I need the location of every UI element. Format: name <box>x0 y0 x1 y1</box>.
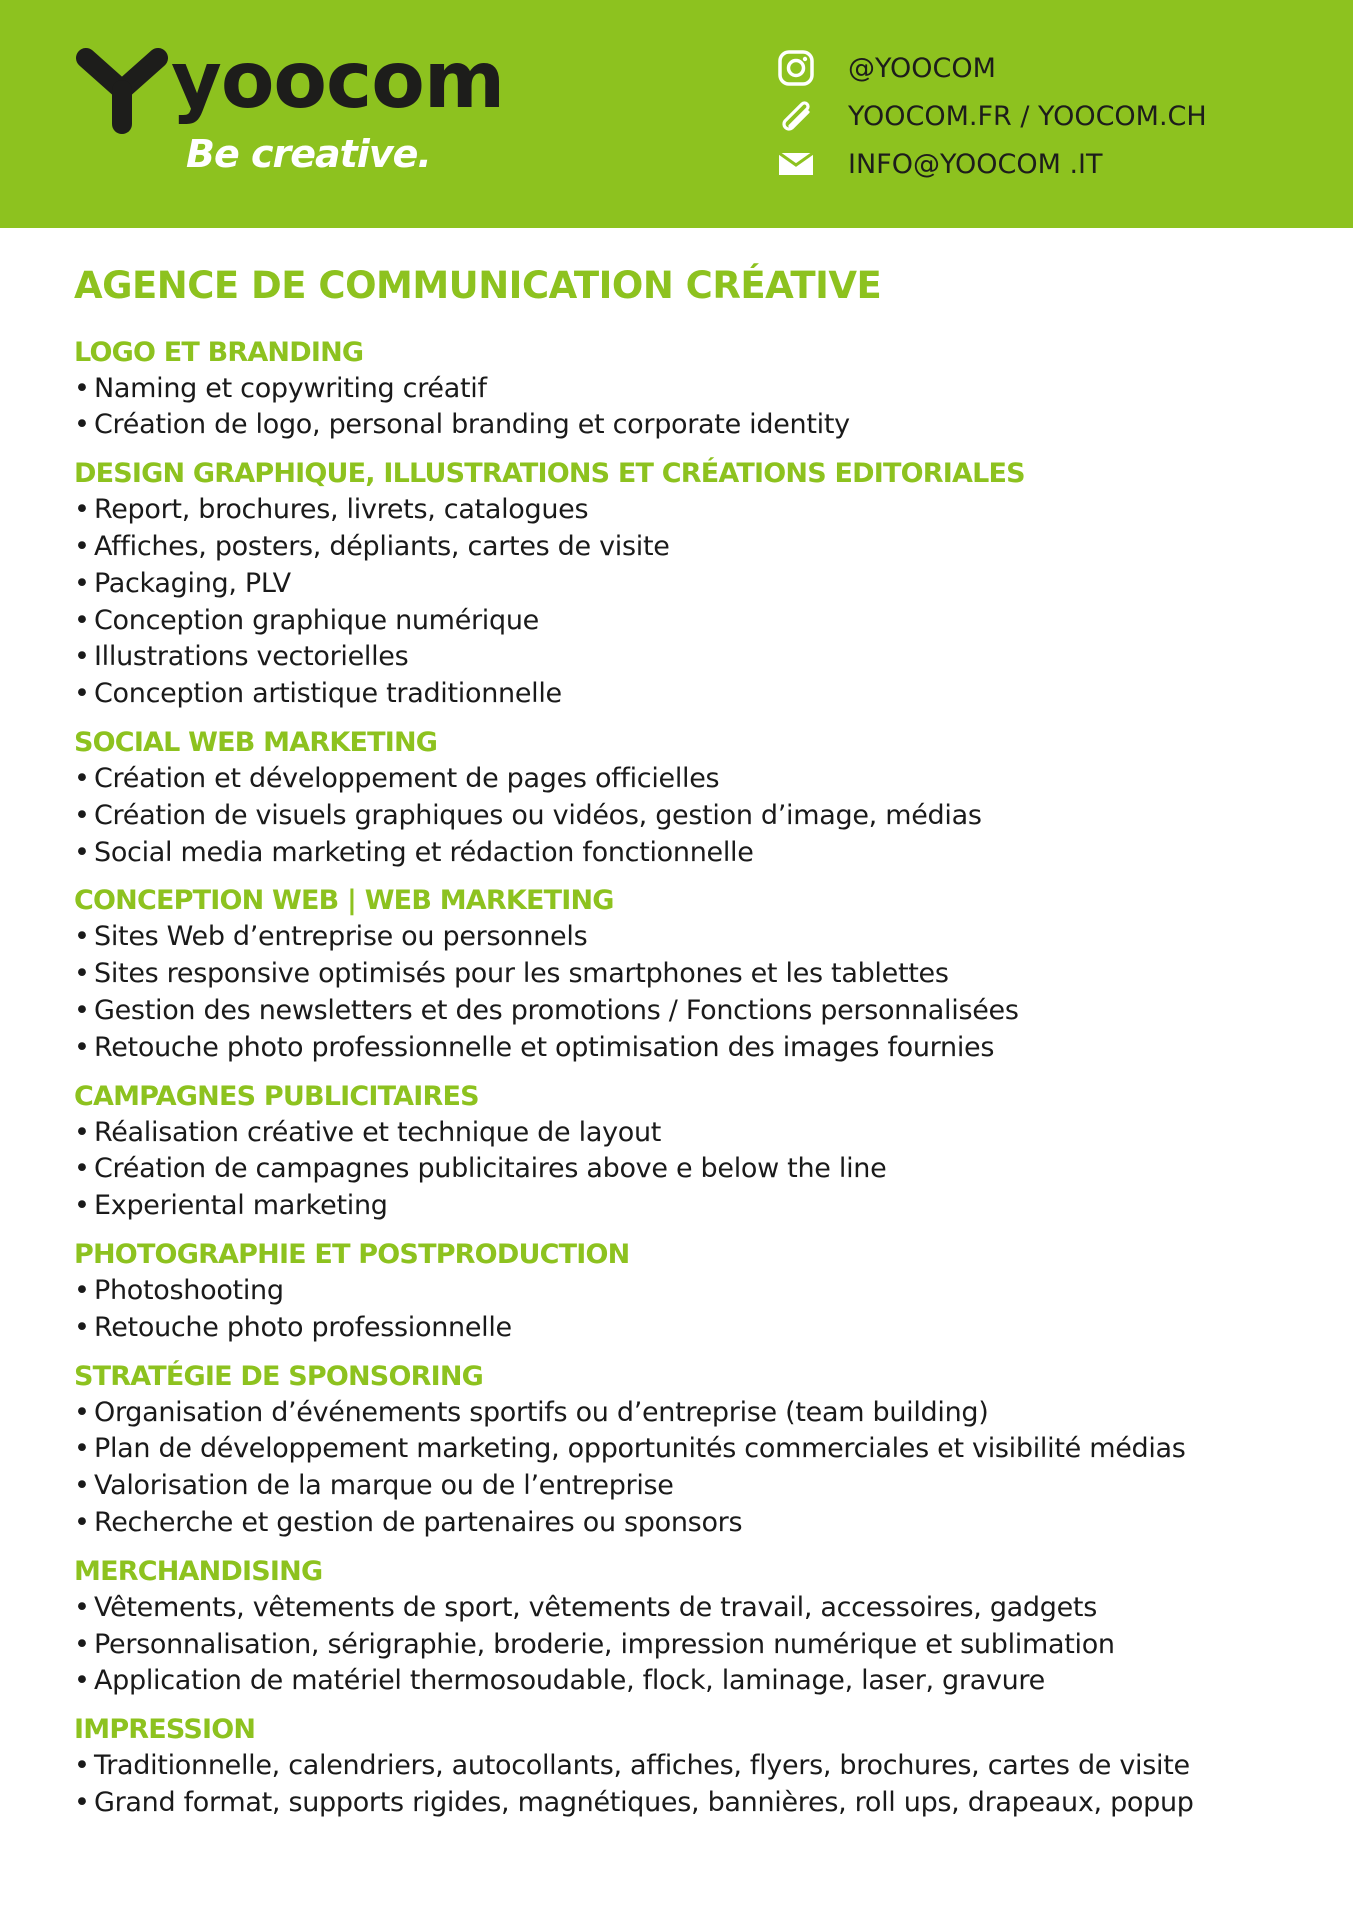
list-item-text: Report, brochures, livrets, catalogues <box>94 494 589 526</box>
section-title: SOCIAL WEB MARKETING <box>74 727 438 759</box>
service-section <box>74 456 1314 713</box>
bullet-icon: • <box>74 1470 90 1502</box>
list-item <box>74 1151 1314 1188</box>
list-item <box>74 1310 1314 1347</box>
service-section <box>74 1554 1314 1700</box>
list-item-text: Experiental marketing <box>94 1190 388 1222</box>
list-item-text: Création de campagnes publicitaires above e below the line <box>94 1153 887 1185</box>
list-item-text: Valorisation de la marque ou de l’entreprise <box>94 1470 674 1502</box>
bullet-icon: • <box>74 1665 90 1697</box>
list-item <box>74 639 1314 676</box>
service-section <box>74 1237 1314 1347</box>
list-item <box>74 1188 1314 1225</box>
bullet-icon: • <box>74 958 90 990</box>
list-item <box>74 1505 1314 1542</box>
list-item-text: Création de logo, personal branding et corporate identity <box>94 409 850 441</box>
list-item-text: Traditionnelle, calendriers, autocollants, affiches, flyers, brochures, cartes de visite <box>94 1750 1190 1782</box>
list-item-text: Affiches, posters, dépliants, cartes de visite <box>94 531 670 563</box>
list-item-text: Sites Web d’entreprise ou personnels <box>94 921 588 953</box>
list-item <box>74 956 1314 993</box>
bullet-icon: • <box>74 1507 90 1539</box>
service-section <box>74 883 1314 1066</box>
section-title: STRATÉGIE DE SPONSORING <box>74 1360 483 1392</box>
section-title: CAMPAGNES PUBLICITAIRES <box>74 1080 479 1112</box>
bullet-icon: • <box>74 1311 90 1343</box>
bullet-icon: • <box>74 1396 90 1428</box>
list-item-text: Photoshooting <box>94 1275 284 1307</box>
service-section <box>74 335 1314 445</box>
list-item <box>74 1785 1314 1822</box>
bullet-icon: • <box>74 1190 90 1222</box>
service-sections <box>74 335 1314 1822</box>
list-item <box>74 1431 1314 1468</box>
list-item <box>74 371 1314 408</box>
list-item <box>74 835 1314 872</box>
list-item-text: Conception graphique numérique <box>94 604 539 636</box>
bullet-icon: • <box>74 1750 90 1782</box>
list-item-text: Conception artistique traditionnelle <box>94 678 562 710</box>
section-title: IMPRESSION <box>74 1714 256 1746</box>
list-item <box>74 407 1314 444</box>
service-section <box>74 725 1314 871</box>
service-section <box>74 1079 1314 1225</box>
section-title: PHOTOGRAPHIE ET POSTPRODUCTION <box>74 1239 630 1271</box>
bullet-icon: • <box>74 836 90 868</box>
contact-instagram-text: @YOOCOM <box>848 52 996 84</box>
list-item <box>74 1395 1314 1432</box>
list-item-text: Illustrations vectorielles <box>94 641 409 673</box>
list-item <box>74 566 1314 603</box>
list-item <box>74 1590 1314 1627</box>
brand-name: yoocom <box>171 36 505 126</box>
list-item-text: Création de visuels graphiques ou vidéos, gestion d’image, médias <box>94 799 982 831</box>
list-item <box>74 1030 1314 1067</box>
page-title: AGENCE DE COMMUNICATION CRÉATIVE <box>74 264 882 307</box>
contact-email[interactable] <box>776 140 1207 188</box>
service-section <box>74 1712 1314 1822</box>
list-item-text: Social media marketing et rédaction fonctionnelle <box>94 836 754 868</box>
bullet-icon: • <box>74 372 90 404</box>
list-item <box>74 603 1314 640</box>
contact-email-text: INFO@YOOCOM .IT <box>848 148 1103 180</box>
bullet-icon: • <box>74 567 90 599</box>
list-item <box>74 1273 1314 1310</box>
list-item-text: Naming et copywriting créatif <box>94 372 487 404</box>
list-item-text: Packaging, PLV <box>94 567 291 599</box>
bullet-icon: • <box>74 1433 90 1465</box>
bullet-icon: • <box>74 995 90 1027</box>
contact-list <box>776 44 1207 188</box>
list-item-text: Recherche et gestion de partenaires ou sponsors <box>94 1507 743 1539</box>
contact-website-text: YOOCOM.FR / YOOCOM.CH <box>848 100 1207 132</box>
list-item-text: Gestion des newsletters et des promotions / Fonctions personnalisées <box>94 995 1019 1027</box>
header-banner <box>0 0 1353 228</box>
list-item-text: Réalisation créative et technique de layout <box>94 1116 662 1148</box>
list-item <box>74 492 1314 529</box>
bullet-icon: • <box>74 1153 90 1185</box>
bullet-icon: • <box>74 678 90 710</box>
list-item-text: Sites responsive optimisés pour les smartphones et les tablettes <box>94 958 949 990</box>
list-item <box>74 1663 1314 1700</box>
bullet-icon: • <box>74 799 90 831</box>
service-section <box>74 1359 1314 1542</box>
contact-website[interactable] <box>776 92 1207 140</box>
list-item-text: Vêtements, vêtements de sport, vêtements de travail, accessoires, gadgets <box>94 1591 1097 1623</box>
bullet-icon: • <box>74 494 90 526</box>
bullet-icon: • <box>74 763 90 795</box>
list-item-text: Retouche photo professionnelle <box>94 1311 512 1343</box>
list-item <box>74 761 1314 798</box>
bullet-icon: • <box>74 1591 90 1623</box>
paperclip-icon <box>776 96 816 136</box>
list-item <box>74 1468 1314 1505</box>
list-item <box>74 919 1314 956</box>
bullet-icon: • <box>74 921 90 953</box>
bullet-icon: • <box>74 1031 90 1063</box>
envelope-icon <box>776 144 816 184</box>
list-item <box>74 1627 1314 1664</box>
bullet-icon: • <box>74 604 90 636</box>
list-item <box>74 798 1314 835</box>
list-item-text: Retouche photo professionnelle et optimisation des images fournies <box>94 1031 995 1063</box>
contact-instagram[interactable] <box>776 44 1207 92</box>
list-item-text: Plan de développement marketing, opportunités commerciales et visibilité médias <box>94 1433 1186 1465</box>
section-title: CONCEPTION WEB | WEB MARKETING <box>74 885 614 917</box>
brand-tagline: Be creative. <box>186 132 431 176</box>
list-item <box>74 676 1314 713</box>
list-item <box>74 529 1314 566</box>
bullet-icon: • <box>74 1116 90 1148</box>
list-item <box>74 993 1314 1030</box>
list-item <box>74 1115 1314 1152</box>
list-item-text: Grand format, supports rigides, magnétiques, bannières, roll ups, drapeaux, popup <box>94 1787 1194 1818</box>
section-title: DESIGN GRAPHIQUE, ILLUSTRATIONS ET CRÉATIONS EDITORIALES <box>74 458 1025 490</box>
services-content <box>74 266 1314 1834</box>
bullet-icon: • <box>74 531 90 563</box>
list-item-text: Personnalisation, sérigraphie, broderie, impression numérique et sublimation <box>94 1628 1115 1660</box>
yoocom-logo-icon <box>76 46 168 138</box>
list-item <box>74 1748 1314 1785</box>
list-item-text: Organisation d’événements sportifs ou d’entreprise (team building) <box>94 1396 989 1428</box>
list-item-text: Application de matériel thermosoudable, flock, laminage, laser, gravure <box>94 1665 1045 1697</box>
bullet-icon: • <box>74 1275 90 1307</box>
instagram-icon <box>776 48 816 88</box>
section-title: MERCHANDISING <box>74 1555 323 1587</box>
bullet-icon: • <box>74 1628 90 1660</box>
list-item-text: Création et développement de pages officielles <box>94 763 720 795</box>
bullet-icon: • <box>74 641 90 673</box>
bullet-icon: • <box>74 409 90 441</box>
bullet-icon: • <box>74 1787 90 1818</box>
section-title: LOGO ET BRANDING <box>74 336 364 368</box>
